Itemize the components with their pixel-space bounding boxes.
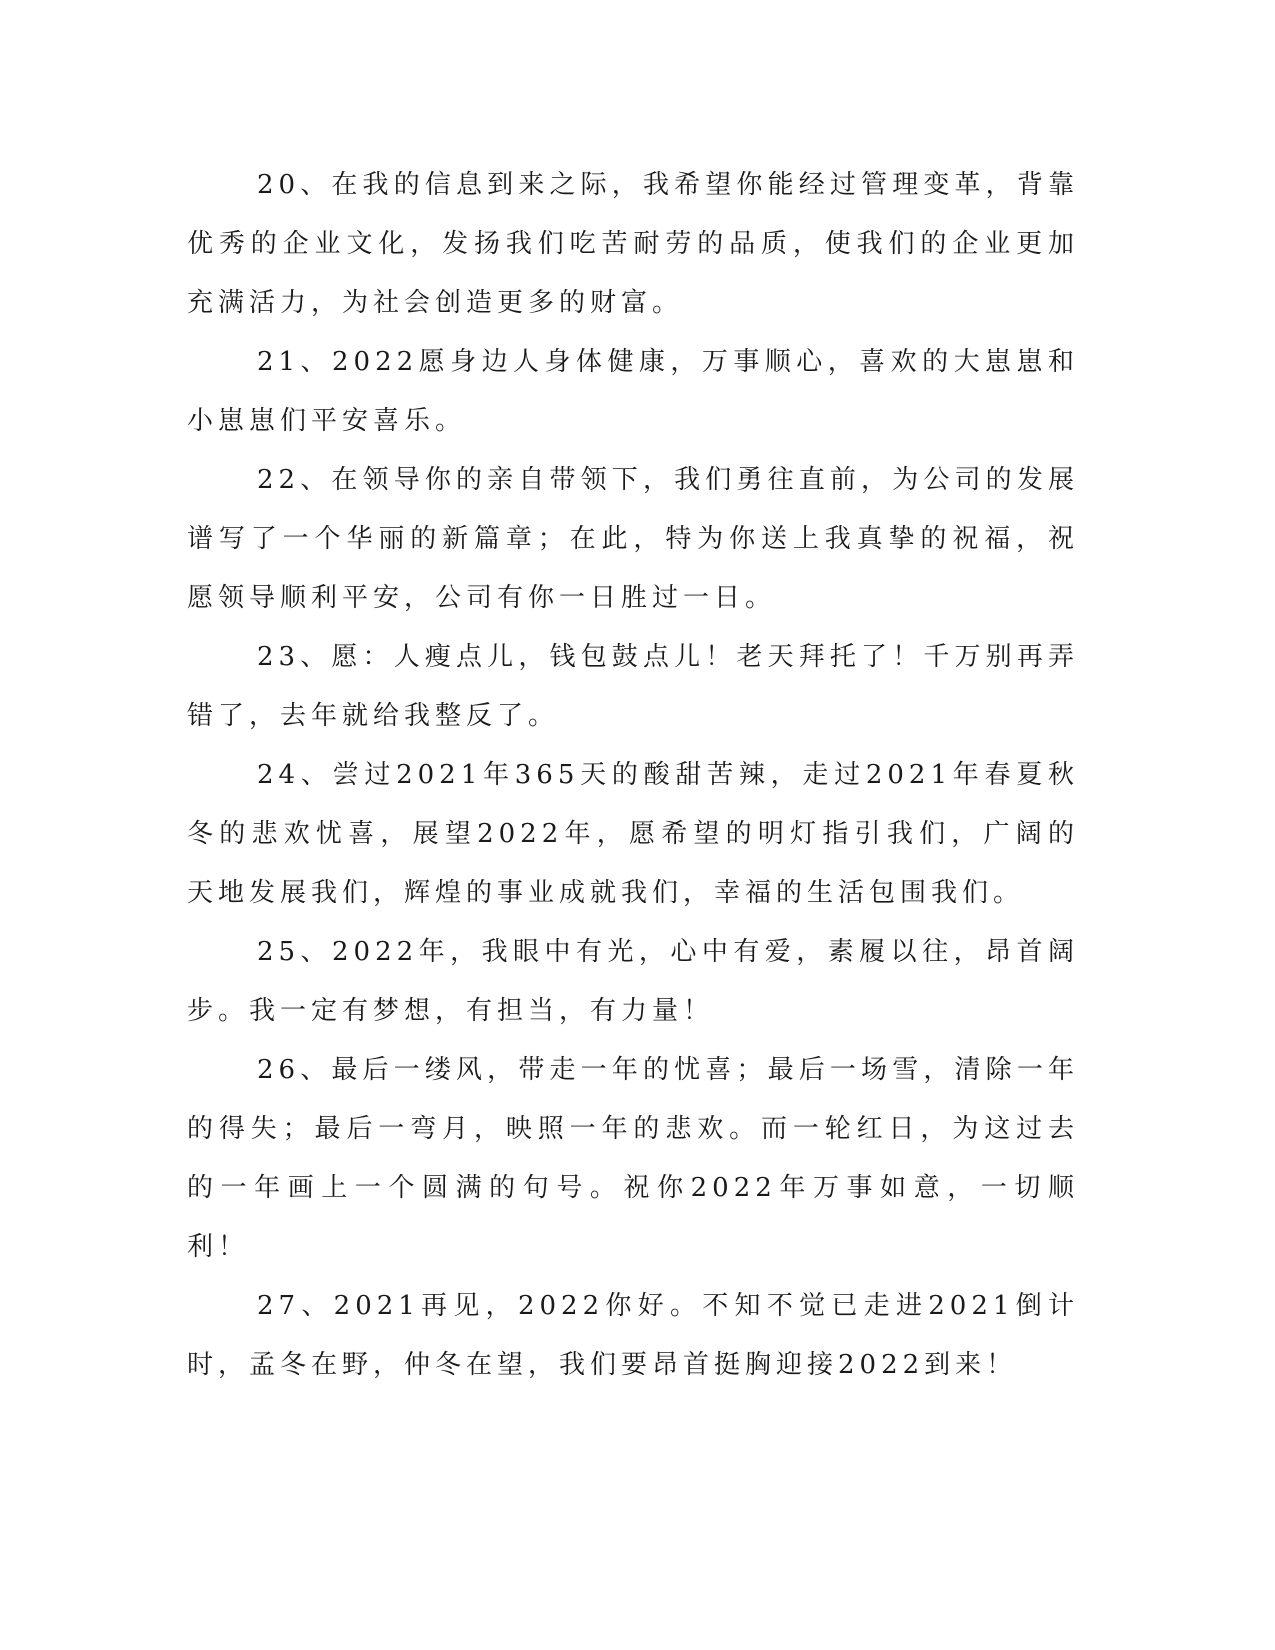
paragraph-24: 24、尝过2021年365天的酸甜苦辣，走过2021年春夏秋冬的悲欢忧喜，展望2022年，愿希望的明灯指引我们，广阔的天地发展我们，辉煌的事业成就我们，幸福的生活包围我们。 <box>187 760 1079 908</box>
paragraph-21: 21、2022愿身边人身体健康，万事顺心，喜欢的大崽崽和小崽崽们平安喜乐。 <box>187 347 1079 436</box>
paragraph-25: 25、2022年，我眼中有光，心中有爱，素履以往，昂首阔步。我一定有梦想，有担当，有力量！ <box>187 937 1079 1026</box>
paragraph-23: 23、愿：人瘦点儿，钱包鼓点儿！老天拜托了！千万别再弄错了，去年就给我整反了。 <box>187 642 1079 731</box>
document-body <box>187 156 1079 1395</box>
paragraph-22: 22、在领导你的亲自带领下，我们勇往直前，为公司的发展谱写了一个华丽的新篇章；在此，特为你送上我真挚的祝福，祝愿领导顺利平安，公司有你一日胜过一日。 <box>187 465 1079 613</box>
paragraph-27: 27、2021再见，2022你好。不知不觉已走进2021倒计时，孟冬在野，仲冬在望，我们要昂首挺胸迎接2022到来！ <box>187 1291 1079 1380</box>
paragraph-20: 20、在我的信息到来之际，我希望你能经过管理变革，背靠优秀的企业文化，发扬我们吃苦耐劳的品质，使我们的企业更加充满活力，为社会创造更多的财富。 <box>187 170 1079 318</box>
paragraph-26: 26、最后一缕风，带走一年的忧喜；最后一场雪，清除一年的得失；最后一弯月，映照一年的悲欢。而一轮红日，为这过去的一年画上一个圆满的句号。祝你2022年万事如意，一切顺利！ <box>187 1055 1079 1262</box>
